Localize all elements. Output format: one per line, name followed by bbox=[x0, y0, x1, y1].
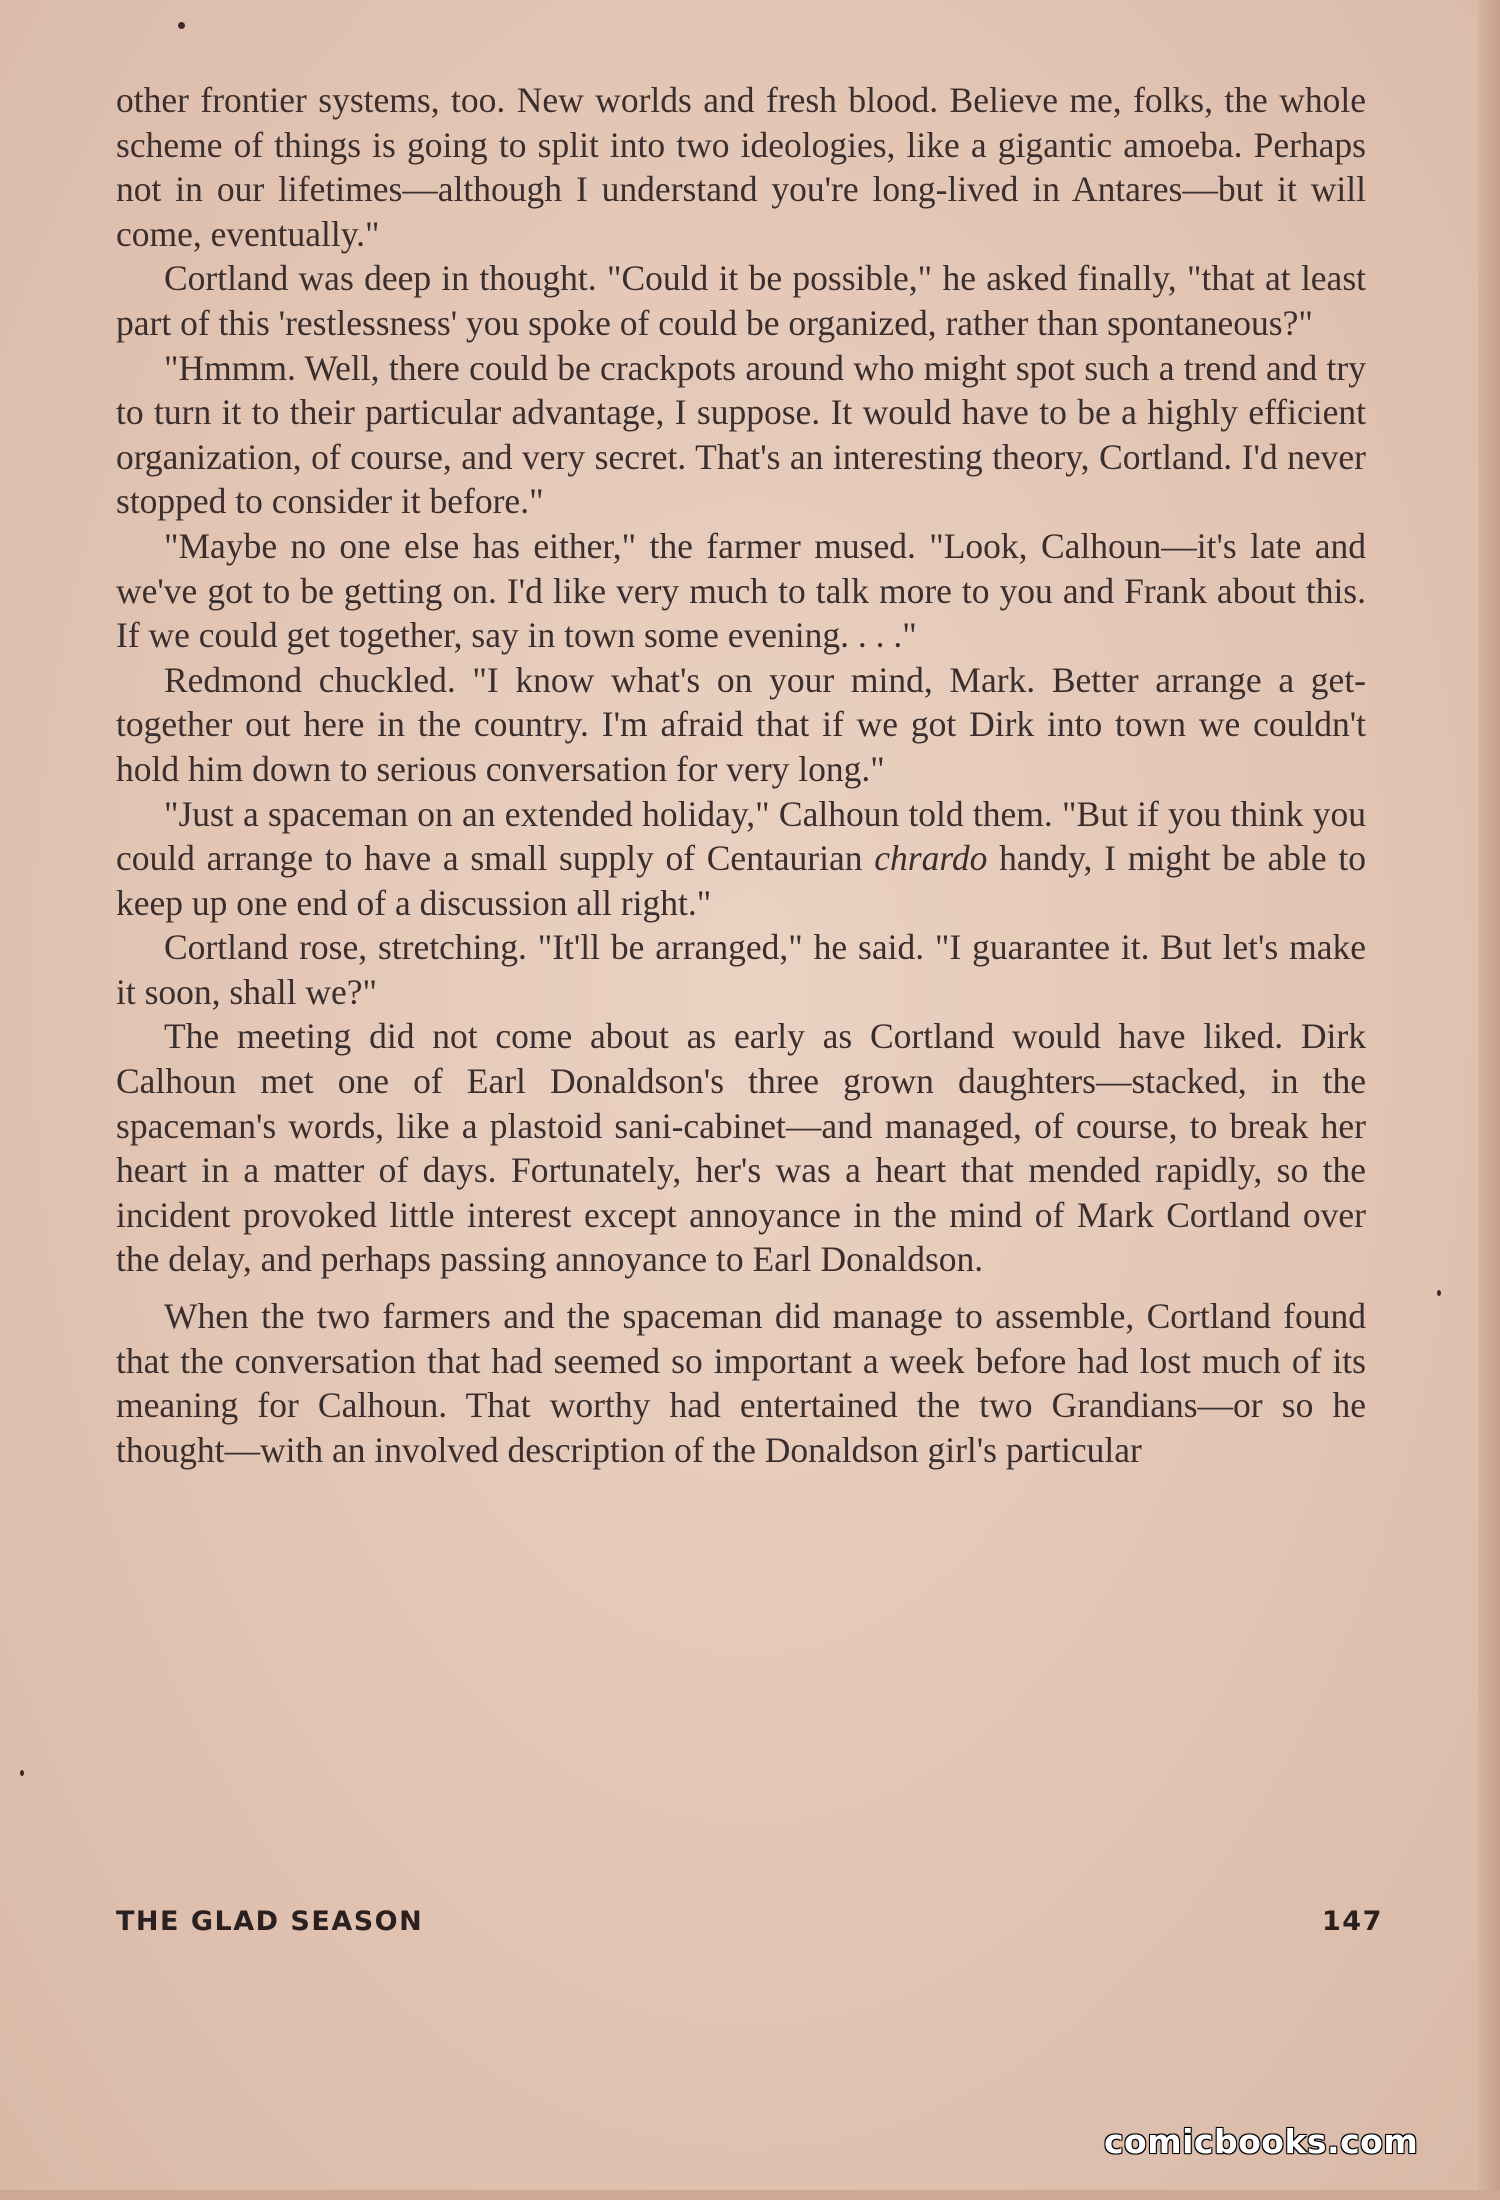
page-number: 147 bbox=[1322, 1906, 1383, 1937]
print-speck bbox=[20, 1770, 24, 1776]
body-text bbox=[116, 78, 1366, 1472]
page-edge-shadow bbox=[1478, 0, 1500, 2200]
paragraph: When the two farmers and the spaceman did manage to assemble, Cortland found that the conversation that had seemed so important a week before had lost much of its meaning for Calhoun. That worthy had entertained the two Grandians—or so he thought—with an involved description of the Donaldson girl's particular bbox=[116, 1296, 1366, 1470]
paragraph-text: "But if you think you could arrange to have a small supply of Centaurian bbox=[116, 793, 1366, 879]
paragraph: Cortland was deep in thought. "Could it be possible," he asked finally, "that at least part of this 'restlessness' you spoke of could be organized, rather than spontaneous?" bbox=[116, 258, 1366, 343]
paragraph: "Hmmm. Well, there could be crackpots around who might spot such a trend and try to turn it to their particular advantage, I suppose. It would have to be a highly efficient organization, of course, and very secret. That's an interesting theory, Cortland. I'd never stopped to consider it before." bbox=[116, 347, 1366, 522]
print-speck bbox=[1437, 1290, 1441, 1296]
page-bottom-edge bbox=[0, 2190, 1500, 2200]
italic-word: chrardo bbox=[874, 838, 988, 879]
paragraph: other frontier systems, too. New worlds and fresh blood. Believe me, folks, the whole scheme of things is going to split into two ideologies, like a gigantic amoeba. Perhaps not in our lifetimes—although I understand you're long-lived in Antares—but it will come, eventually." bbox=[116, 80, 1366, 254]
paragraph: "Maybe no one else has either," the farmer mused. "Look, Calhoun—it's late and we've got to be getting on. I'd like very much to talk more to you and Frank about this. If we could get together, say in town some evening. . . ." bbox=[116, 525, 1366, 656]
print-speck bbox=[178, 22, 185, 29]
paragraph: Redmond chuckled. "I know what's on your mind, Mark. Better arrange a get-together out here in the country. I'm afraid that if we got Dirk into town we couldn't hold him down to serious conversation for very long." bbox=[116, 659, 1366, 789]
paragraph: Cortland rose, stretching. "It'll be arranged," he said. "I guarantee it. But let's make it soon, shall we?" bbox=[116, 927, 1366, 1012]
watermark-logo: comicbooks.com bbox=[1104, 2122, 1419, 2161]
running-footer-title: THE GLAD SEASON bbox=[116, 1906, 424, 1937]
paragraph-text: handy, I might be able to keep up one end of a discussion all right." bbox=[116, 838, 1367, 923]
paragraph: The meeting did not come about as early as Cortland would have liked. Dirk Calhoun met one of Earl Donaldson's three grown daughters—stacked, in the spaceman's words, like a plastoid sani-cabinet—and managed, of course, to break her heart in a matter of days. Fortunately, her's was a heart that mended rapidly, so the incident provoked little interest except annoyance in the mind of Mark Cortland over the delay, and perhaps passing annoyance to Earl Donaldson. bbox=[116, 1016, 1366, 1280]
paragraph bbox=[116, 792, 1366, 926]
paragraph-text: "Just a spaceman on an extended holiday," Calhoun told them. bbox=[164, 793, 1053, 834]
